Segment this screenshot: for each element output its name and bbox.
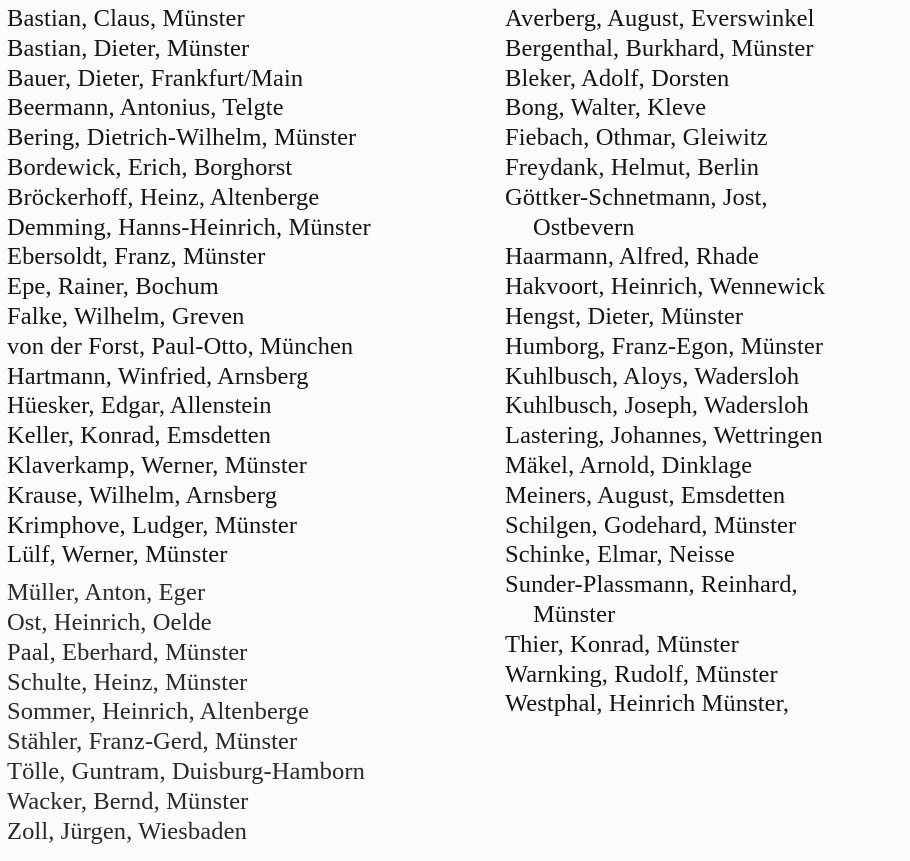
list-item: Meiners, August, Emsdetten xyxy=(505,481,786,509)
list-item: Humborg, Franz-Egon, Münster xyxy=(505,332,824,360)
list-item: Beermann, Antonius, Telgte xyxy=(7,94,284,122)
list-item: Bastian, Dieter, Münster xyxy=(7,34,250,62)
list-item: Bleker, Adolf, Dorsten xyxy=(505,64,730,92)
list-item: Ebersoldt, Franz, Münster xyxy=(7,243,266,271)
list-item: Epe, Rainer, Bochum xyxy=(7,273,219,301)
list-item: Wacker, Bernd, Münster xyxy=(7,787,249,815)
right-column xyxy=(505,0,905,719)
list-item: Falke, Wilhelm, Greven xyxy=(7,302,245,330)
list-item: Bergenthal, Burkhard, Münster xyxy=(505,34,814,62)
list-item: Bastian, Claus, Münster xyxy=(7,5,245,32)
list-item: Klaverkamp, Werner, Münster xyxy=(7,451,308,479)
list-item xyxy=(505,183,905,243)
list-item: Kuhlbusch, Aloys, Wadersloh xyxy=(505,362,800,390)
list-item: Hakvoort, Heinrich, Wennewick xyxy=(505,273,826,301)
left-column xyxy=(7,0,487,846)
list-item-continuation: Münster xyxy=(533,600,616,628)
list-item: Haarmann, Alfred, Rhade xyxy=(505,243,760,271)
list-item: Hengst, Dieter, Münster xyxy=(505,302,744,330)
list-item-line: Göttker-Schnetmann, Jost, xyxy=(505,183,768,211)
list-item: Krimphove, Ludger, Münster xyxy=(7,511,298,539)
list-item: Fiebach, Othmar, Gleiwitz xyxy=(505,124,768,152)
list-item-line: Sunder-Plassmann, Reinhard, xyxy=(505,571,798,599)
list-item: Mäkel, Arnold, Dinklage xyxy=(505,451,753,479)
list-item: Schinke, Elmar, Neisse xyxy=(505,541,735,569)
list-item: Hüesker, Edgar, Allenstein xyxy=(7,392,272,420)
list-item: Bröckerhoff, Heinz, Altenberge xyxy=(7,183,320,211)
list-item: Ost, Heinrich, Oelde xyxy=(7,608,212,636)
list-item: Bordewick, Erich, Borghorst xyxy=(7,153,293,181)
list-item: Schilgen, Godehard, Münster xyxy=(505,511,797,539)
list-item: Schulte, Heinz, Münster xyxy=(7,668,248,696)
list-item: Sommer, Heinrich, Altenberge xyxy=(7,698,310,726)
list-item: Zoll, Jürgen, Wiesbaden xyxy=(7,817,247,845)
list-item-continuation: Ostbevern xyxy=(533,213,635,241)
list-item: Kuhlbusch, Joseph, Wadersloh xyxy=(505,392,809,420)
list-item: Müller, Anton, Eger xyxy=(7,579,206,607)
list-item: Lülf, Werner, Münster xyxy=(7,541,228,569)
list-item: Lastering, Johannes, Wettringen xyxy=(505,422,823,450)
list-item: Demming, Hanns-Heinrich, Münster xyxy=(7,213,371,241)
list-item: Paal, Eberhard, Münster xyxy=(7,638,248,666)
list-item: Bering, Dietrich-Wilhelm, Münster xyxy=(7,124,357,152)
list-item: Freydank, Helmut, Berlin xyxy=(505,153,760,181)
list-item: Bong, Walter, Kleve xyxy=(505,94,707,122)
list-item: Averberg, August, Everswinkel xyxy=(505,5,815,32)
list-item: Keller, Konrad, Emsdetten xyxy=(7,422,272,450)
section-gap xyxy=(7,570,487,578)
list-item: Westphal, Heinrich Münster, xyxy=(505,690,790,718)
list-item xyxy=(505,570,905,630)
list-item: Krause, Wilhelm, Arnsberg xyxy=(7,481,278,509)
list-item: Bauer, Dieter, Frankfurt/Main xyxy=(7,64,304,92)
list-item: Tölle, Guntram, Duisburg-Hamborn xyxy=(7,757,365,785)
list-item: von der Forst, Paul-Otto, München xyxy=(7,332,354,360)
list-item: Warnking, Rudolf, Münster xyxy=(505,660,778,688)
list-item: Thier, Konrad, Münster xyxy=(505,630,739,658)
list-item: Stähler, Franz-Gerd, Münster xyxy=(7,728,298,756)
list-item: Hartmann, Winfried, Arnsberg xyxy=(7,362,309,390)
